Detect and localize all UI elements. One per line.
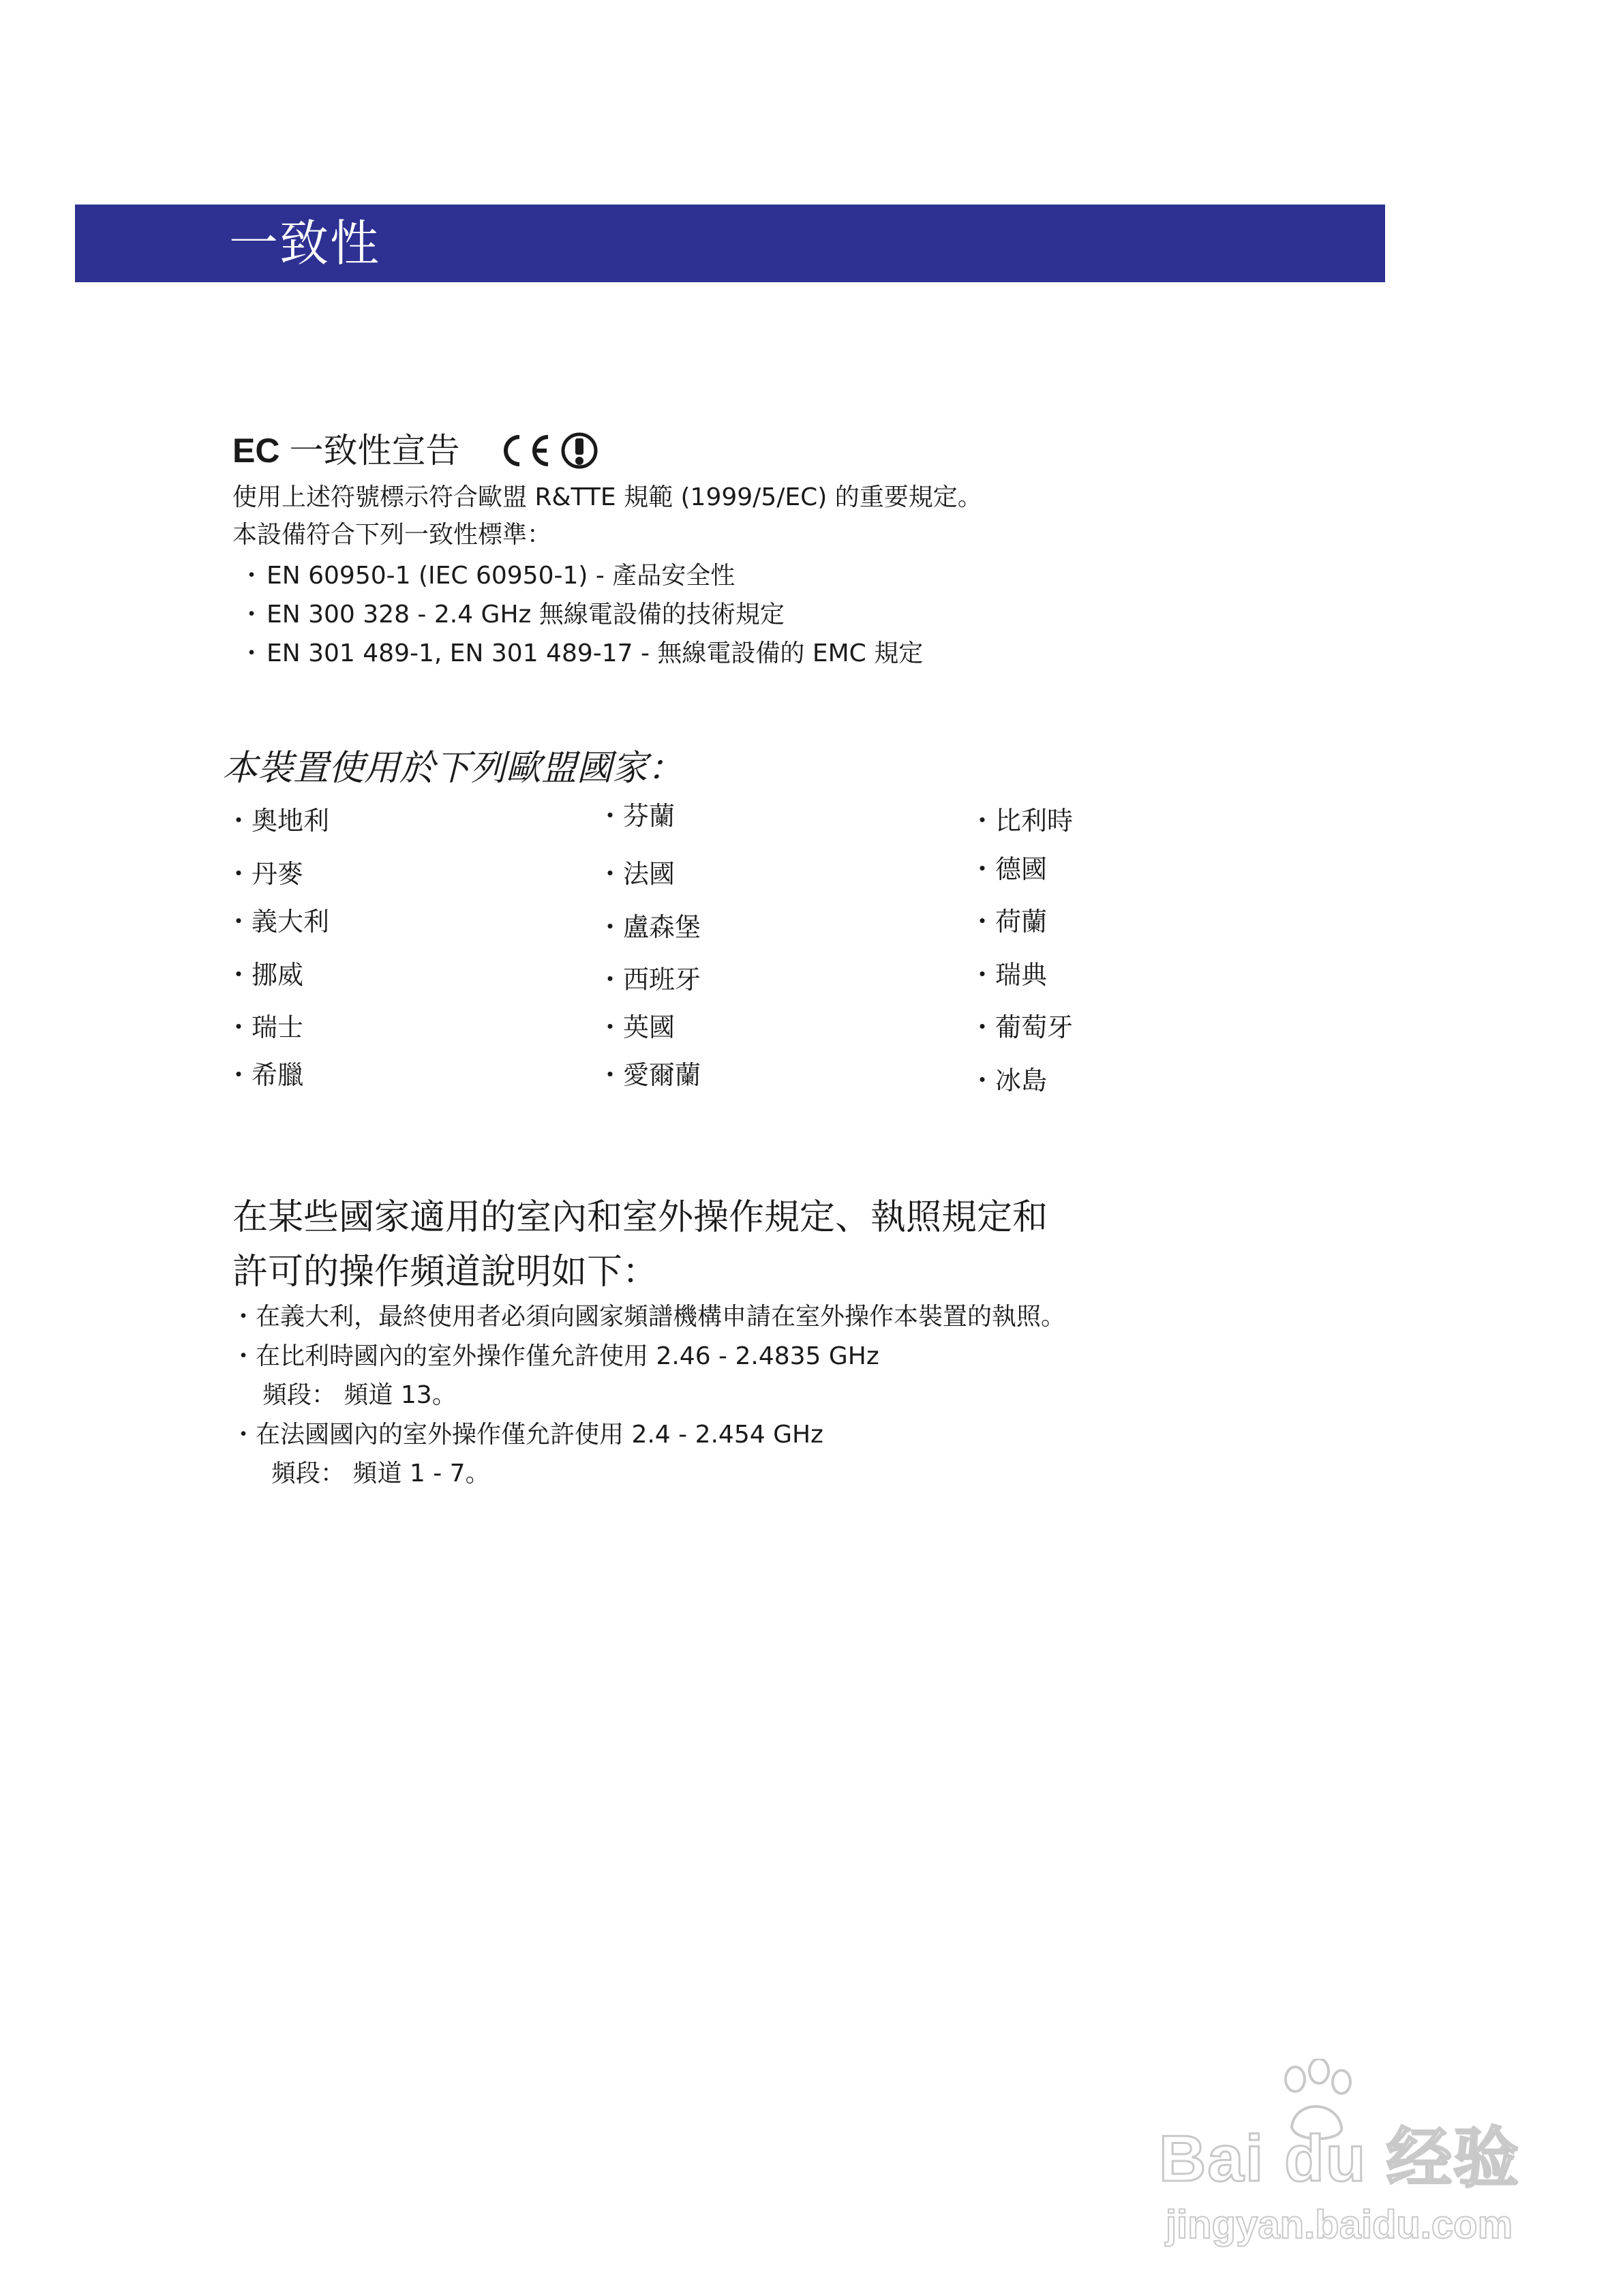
rule-item: ・在法國國內的室外操作僅允許使用 2.4 - 2.454 GHz	[231, 1421, 823, 1449]
country-item	[969, 803, 1073, 839]
bullet: ・	[969, 1012, 996, 1042]
country-name: 愛爾蘭	[623, 1060, 701, 1090]
bullet: ・	[226, 1012, 252, 1042]
country-item	[969, 904, 1047, 939]
standard-text: EN 60950-1 (IEC 60950-1) - 產品安全性	[267, 562, 735, 590]
country-item	[969, 1010, 1073, 1045]
bullet: ・	[239, 601, 264, 629]
country-item	[969, 1063, 1047, 1098]
bullet: ・	[239, 562, 264, 590]
country-item	[969, 957, 1047, 993]
country-item	[226, 957, 303, 993]
rule-item-continued: 頻段： 頻道 1 - 7。	[271, 1460, 490, 1487]
country-name: 荷蘭	[995, 907, 1048, 937]
bullet: ・	[226, 806, 252, 836]
standard-text: EN 300 328 - 2.4 GHz 無線電設備的技術規定	[267, 601, 785, 629]
country-item	[597, 962, 701, 997]
country-item	[226, 1057, 303, 1093]
bullet: ・	[239, 639, 264, 667]
country-item	[597, 909, 701, 945]
country-name: 盧森堡	[623, 912, 701, 942]
country-name: 葡萄牙	[995, 1012, 1074, 1042]
bullet: ・	[597, 859, 624, 889]
country-item	[969, 851, 1047, 887]
ec-compliance-text: 使用上述符號標示符合歐盟 R&TTE 規範 (1999/5/EC) 的重要規定。	[232, 483, 982, 511]
country-name: 挪威	[252, 960, 304, 990]
bullet: ・	[597, 1060, 624, 1090]
compliance-marks	[494, 430, 600, 471]
country-name: 比利時	[995, 806, 1074, 836]
bullet: ・	[226, 859, 252, 889]
page-title: 一致性	[229, 215, 381, 272]
baidu-watermark	[1152, 2059, 1534, 2263]
standard-item	[239, 598, 785, 632]
standards-intro: 本設備符合下列一致性標準：	[232, 521, 552, 549]
rules-heading-line2: 許可的操作頻道說明如下：	[232, 1252, 658, 1293]
country-name: 義大利	[252, 907, 330, 937]
countries-heading: 本裝置使用於下列歐盟國家：	[222, 748, 684, 789]
country-item	[226, 856, 303, 892]
standard-text: EN 301 489-1, EN 301 489-17 - 無線電設備的 EMC 規定	[267, 639, 924, 667]
bullet: ・	[597, 1012, 624, 1042]
bullet: ・	[597, 801, 624, 831]
country-item	[597, 1010, 675, 1045]
ce-mark-icon	[494, 432, 555, 470]
bullet: ・	[969, 1066, 996, 1096]
bullet: ・	[597, 965, 624, 995]
rule-item: ・在義大利，最終使用者必須向國家頻譜機構申請在室外操作本裝置的執照。	[231, 1303, 1066, 1331]
country-name: 芬蘭	[623, 801, 676, 831]
country-name: 冰島	[995, 1066, 1048, 1096]
country-name: 希臘	[252, 1060, 304, 1090]
watermark-brand: Bai du 经验	[1159, 2122, 1521, 2195]
country-name: 德國	[995, 854, 1048, 884]
country-name: 丹麥	[252, 859, 304, 889]
country-name: 瑞典	[995, 960, 1048, 990]
rule-item: ・在比利時國內的室外操作僅允許使用 2.46 - 2.4835 GHz	[231, 1342, 879, 1370]
country-item	[226, 904, 329, 939]
class2-alert-icon	[559, 430, 600, 471]
standard-item	[239, 637, 923, 671]
country-item	[226, 1010, 303, 1045]
ec-declaration-heading	[232, 427, 600, 474]
rule-item-continued: 頻段： 頻道 13。	[262, 1381, 457, 1409]
watermark-url: jingyan.baidu.com	[1166, 2203, 1513, 2247]
country-name: 英國	[623, 1012, 676, 1042]
standard-item	[239, 559, 735, 593]
country-item	[597, 1057, 701, 1093]
country-name: 法國	[623, 859, 676, 889]
rules-heading-line1: 在某些國家適用的室內和室外操作規定、執照規定和	[232, 1197, 1048, 1238]
country-item	[226, 803, 329, 839]
section-banner	[75, 205, 1385, 282]
country-item	[597, 856, 675, 892]
ec-heading-prefix: EC	[232, 432, 280, 470]
bullet: ・	[969, 960, 996, 990]
country-name: 瑞士	[252, 1012, 304, 1042]
country-item	[597, 798, 675, 834]
bullet: ・	[226, 907, 252, 937]
bullet: ・	[969, 854, 996, 884]
ec-heading-text: 一致性宣告	[289, 431, 460, 470]
country-name: 奧地利	[252, 806, 330, 836]
bullet: ・	[969, 907, 996, 937]
bullet: ・	[226, 960, 252, 990]
bullet: ・	[969, 806, 996, 836]
bullet: ・	[597, 912, 624, 942]
country-name: 西班牙	[623, 965, 701, 995]
bullet: ・	[226, 1060, 252, 1090]
